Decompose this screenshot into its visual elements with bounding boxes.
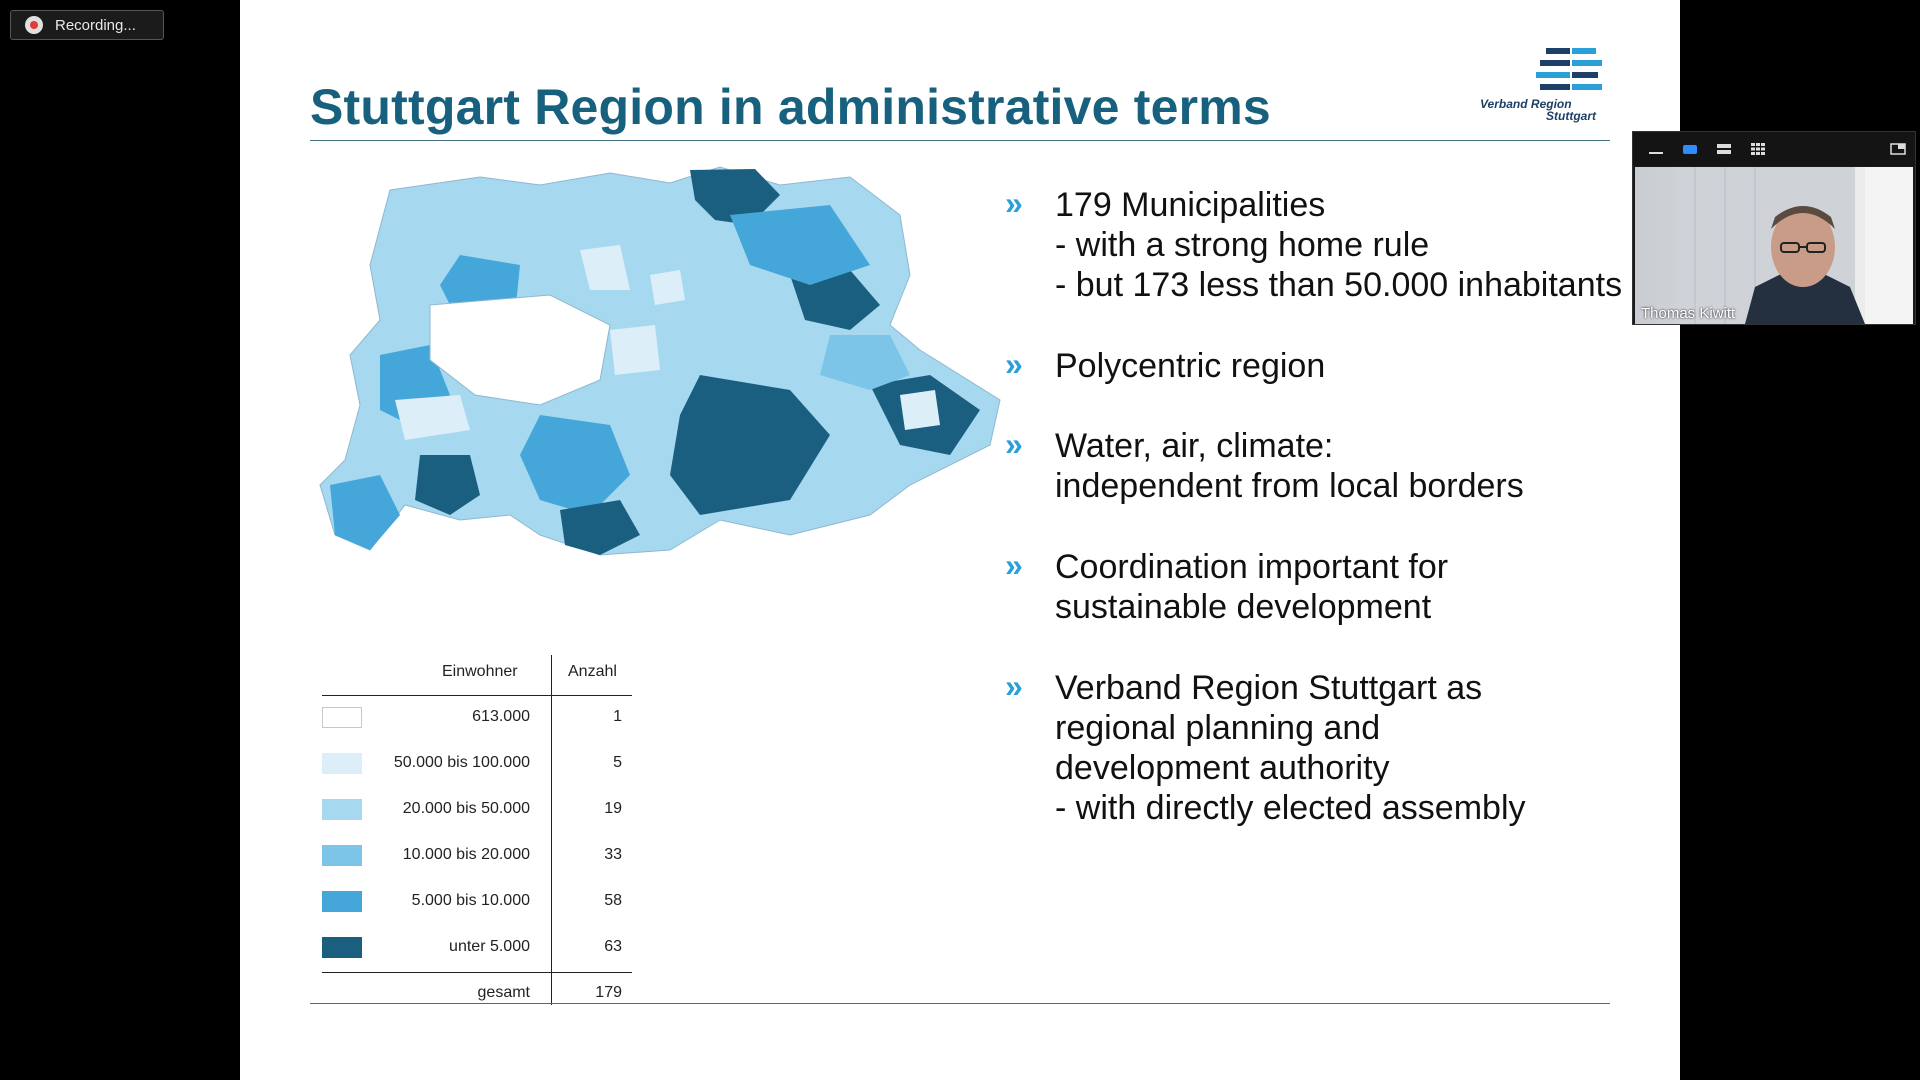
- legend-swatch: [322, 937, 362, 958]
- presentation-slide: [240, 0, 1680, 1080]
- legend-count: 1: [613, 708, 622, 725]
- legend-total-count: 179: [595, 984, 622, 1001]
- legend-row: [322, 797, 632, 821]
- legend-count: 19: [604, 800, 622, 817]
- bullet-line: Verband Region Stuttgart as: [1055, 669, 1483, 707]
- bullet-chevron-icon: »: [1005, 668, 1023, 704]
- bullet-line: - but 173 less than 50.000 inhabitants: [1055, 266, 1623, 304]
- legend-row: [322, 751, 632, 775]
- title-divider: [310, 140, 1610, 141]
- legend-row: [322, 843, 632, 867]
- footer-divider: [310, 1003, 1610, 1004]
- bullet-chevron-icon: »: [1005, 185, 1023, 221]
- legend-label: 613.000: [472, 708, 530, 725]
- bullet-line: Coordination important for: [1055, 548, 1449, 586]
- legend-swatch: [322, 845, 362, 866]
- bullet-line: Polycentric region: [1055, 347, 1326, 385]
- participant-video-panel[interactable]: [1632, 131, 1916, 325]
- gallery-view-icon[interactable]: [1749, 142, 1767, 156]
- recording-icon: [25, 16, 43, 34]
- bullet-chevron-icon: »: [1005, 346, 1023, 382]
- bullet-line: independent from local borders: [1055, 467, 1524, 505]
- legend-label: 50.000 bis 100.000: [393, 754, 530, 771]
- minimize-icon[interactable]: [1647, 142, 1665, 156]
- strip-view-icon[interactable]: [1715, 142, 1733, 156]
- legend-label: 10.000 bis 20.000: [402, 846, 530, 863]
- legend-count: 33: [604, 846, 622, 863]
- logo-line2: Stuttgart: [1546, 109, 1596, 123]
- video-toolbar: [1633, 132, 1915, 166]
- bullet-line: development authority: [1055, 749, 1390, 787]
- legend-swatch: [322, 753, 362, 774]
- legend-count: 63: [604, 938, 622, 955]
- participant-video-feed: [1635, 167, 1913, 324]
- bullet-line: regional planning and: [1055, 709, 1381, 747]
- participant-image: [1635, 167, 1913, 324]
- bullet-line: Water, air, climate:: [1055, 427, 1334, 465]
- municipality-map: [310, 155, 1070, 635]
- legend-swatch: [322, 891, 362, 912]
- legend-header-count: Anzahl: [568, 663, 617, 680]
- legend-count: 5: [613, 754, 622, 771]
- bullet-line: - with a strong home rule: [1055, 226, 1430, 264]
- speaker-view-icon[interactable]: [1681, 142, 1699, 156]
- legend-total-rule: [322, 972, 632, 973]
- expand-icon[interactable]: [1889, 142, 1907, 156]
- legend-total-label: gesamt: [477, 984, 530, 1001]
- legend-swatch: [322, 799, 362, 820]
- bullet-chevron-icon: »: [1005, 547, 1023, 583]
- bullet-line: 179 Municipalities: [1055, 186, 1326, 224]
- legend-label: 20.000 bis 50.000: [402, 800, 530, 817]
- recording-label: Recording...: [55, 16, 136, 34]
- legend-label: 5.000 bis 10.000: [411, 892, 530, 909]
- verband-logo: [1480, 46, 1620, 126]
- participant-name: Thomas Kiwitt: [1641, 305, 1736, 322]
- logo-line1: Verband Region: [1480, 97, 1572, 111]
- verband-logo-icon: [1480, 46, 1620, 96]
- legend-label: unter 5.000: [449, 938, 530, 955]
- legend-count: 58: [604, 892, 622, 909]
- legend-header-rule: [322, 695, 632, 696]
- legend-header-inhabitants: Einwohner: [442, 663, 518, 680]
- bullet-chevron-icon: »: [1005, 426, 1023, 462]
- recording-indicator[interactable]: [10, 10, 164, 40]
- legend-swatch: [322, 707, 362, 728]
- bullet-line: sustainable development: [1055, 588, 1432, 626]
- legend-total-row: [322, 981, 632, 1005]
- legend-row: [322, 705, 632, 729]
- legend-row: [322, 935, 632, 959]
- bullet-line: - with directly elected assembly: [1055, 789, 1526, 827]
- legend-row: [322, 889, 632, 913]
- slide-title: Stuttgart Region in administrative terms: [310, 79, 1271, 135]
